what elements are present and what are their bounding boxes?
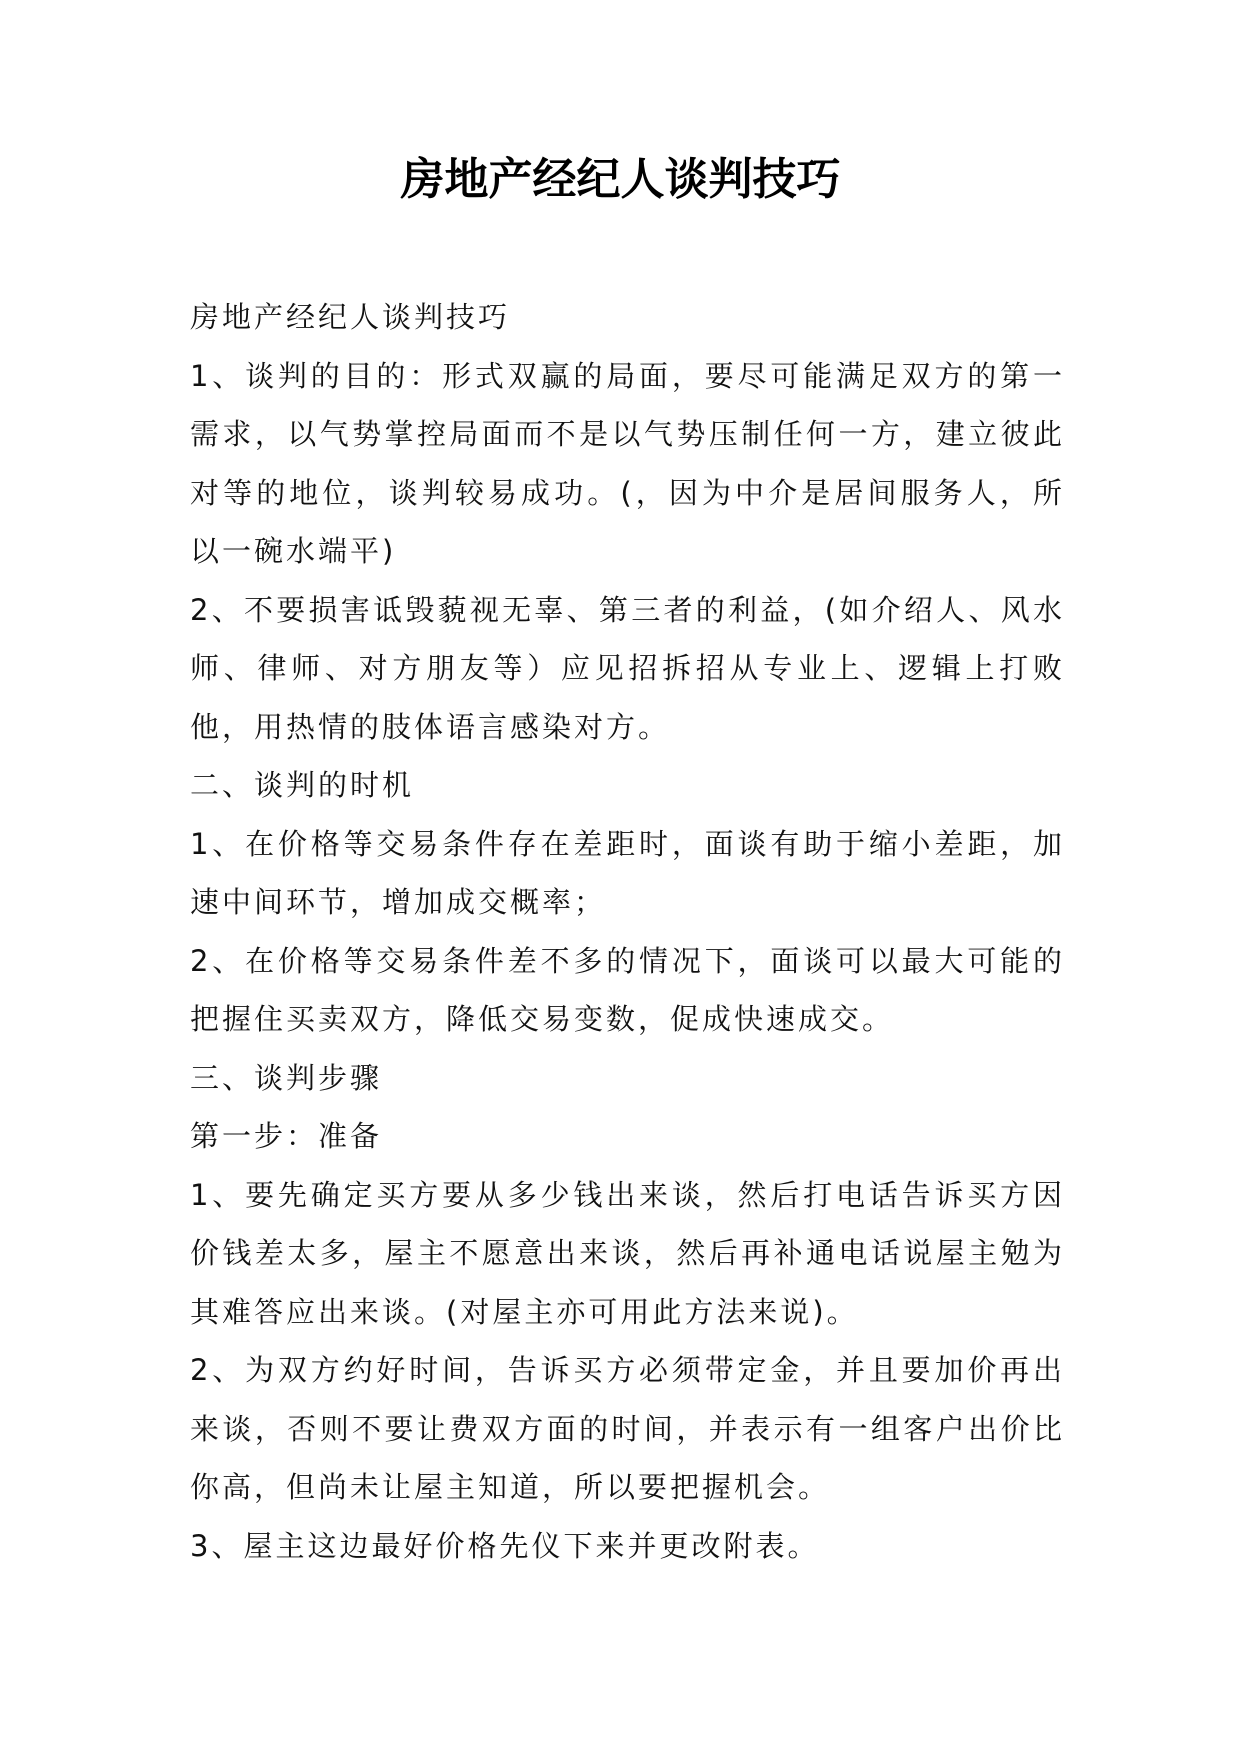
section-heading-steps: 三、谈判步骤 [190, 1060, 383, 1095]
paragraph-heading: 房地产经纪人谈判技巧 [190, 300, 511, 334]
paragraph-step-1: 1、要先确定买方要从多少钱出来谈，然后打电话告诉买方因价钱差太多，屋主不愿意出来谈，然后再补通电话说屋主勉为其难答应出来谈。(对屋主亦可用此方法来说)。 [190, 1177, 1065, 1329]
paragraph-timing-1: 1、在价格等交易条件存在差距时，面谈有助于缩小差距，加速中间环节，增加成交概率； [190, 826, 1065, 919]
paragraph-timing-2: 2、在价格等交易条件差不多的情况下，面谈可以最大可能的把握住买卖双方，降低交易变数，促成快速成交。 [190, 943, 1065, 1036]
step-heading-prepare: 第一步：准备 [190, 1119, 383, 1153]
section-heading-timing: 二、谈判的时机 [190, 768, 415, 802]
document-title: 房地产经纪人谈判技巧 [400, 154, 841, 205]
paragraph-step-3: 3、屋主这边最好价格先仪下来并更改附表。 [190, 1528, 820, 1563]
paragraph-purpose: 1、谈判的目的：形式双赢的局面，要尽可能满足双方的第一需求，以气势掌控局面而不是以气势压制任何一方，建立彼此对等的地位，谈判较易成功。(，因为中介是居间服务人，所以一碗水端平) [190, 358, 1065, 568]
paragraph-third-party: 2、不要损害诋毁藐视无辜、第三者的利益，(如介绍人、风水师、律师、对方朋友等）应见招拆招从专业上、逻辑上打败他，用热情的肢体语言感染对方。 [190, 592, 1065, 744]
document-body [190, 288, 1065, 1575]
paragraph-step-2: 2、为双方约好时间，告诉买方必须带定金，并且要加价再出来谈，否则不要让费双方面的时间，并表示有一组客户出价比你高，但尚未让屋主知道，所以要把握机会。 [190, 1353, 1065, 1504]
